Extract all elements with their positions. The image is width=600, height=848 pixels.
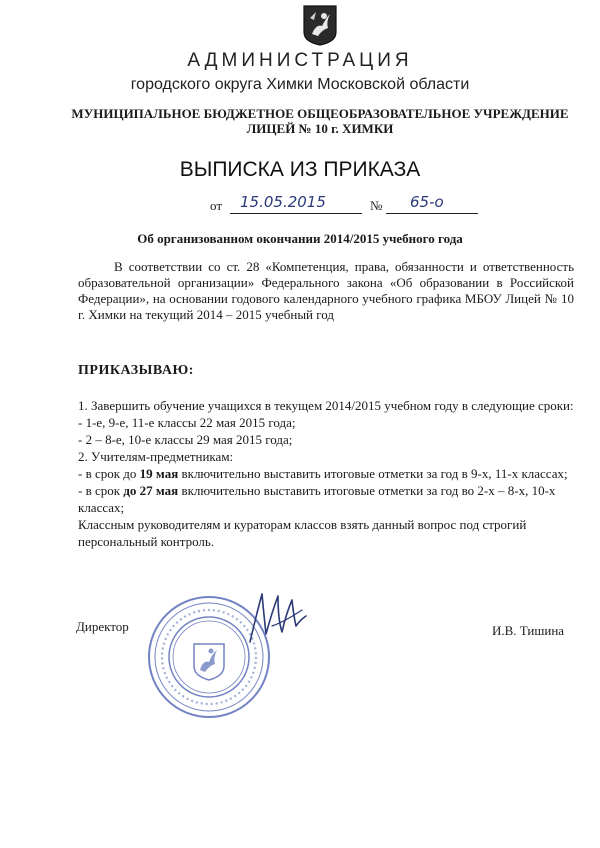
signature-role: Директор (76, 619, 129, 634)
director-name: И.В. Тишина (492, 623, 565, 638)
item-2b-pre: - в срок (78, 483, 124, 498)
order-items (78, 397, 576, 550)
date-handwritten: 15.05.2015 (240, 193, 326, 211)
item-2b-post: включительно выставить итоговые отметки за год во 2-х – 8-х, 10-х классах; (78, 483, 556, 515)
order-subject: Об организованном окончании 2014/2015 учебного года (137, 231, 463, 246)
item-3: Классным руководителям и кураторам классов взять данный вопрос под строгий персональный контроль. (78, 517, 527, 549)
item-1b: - 2 – 8-е, 10-е классы 29 мая 2015 года; (78, 432, 293, 447)
item-1a: - 1-е, 9-е, 11-е классы 22 мая 2015 года; (78, 415, 296, 430)
document-title: ВЫПИСКА ИЗ ПРИКАЗА (179, 158, 421, 181)
date-label: от (210, 198, 223, 213)
item-2b (78, 482, 576, 516)
school-name (70, 106, 570, 136)
item-2: 2. Учителям-предметникам: (78, 449, 234, 464)
school-name-line2: ЛИЦЕЙ № 10 г. ХИМКИ (246, 121, 394, 136)
preamble-paragraph (78, 259, 574, 323)
administration-heading: АДМИНИСТРАЦИЯ (187, 50, 413, 71)
preamble-text: В соответствии со ст. 28 «Компетенция, права, обязанности и ответственность образовательной организации» Федерального закона «Об образовании в Российской Федерации», на основании годового календарного учебного графика МБОУ Лицей № 10 г. Химки на текущий 2014 – 2015 учебный год (78, 259, 574, 322)
school-name-line1: МУНИЦИПАЛЬНОЕ БЮДЖЕТНОЕ ОБЩЕОБРАЗОВАТЕЛЬНОЕ УЧРЕЖДЕНИЕ (71, 106, 569, 121)
coat-of-arms-emblem (302, 4, 338, 46)
director-signature (244, 586, 310, 648)
item-2a-pre: - в срок до (78, 466, 140, 481)
number-label: № (370, 198, 383, 213)
item-2b-date: до 27 мая (123, 483, 179, 498)
number-underline (386, 213, 478, 214)
item-2a-date: 19 мая (139, 466, 179, 481)
item-1: 1. Завершить обучение учащихся в текущем 2014/2015 учебном году в следующие сроки: (78, 398, 574, 413)
item-2a (78, 465, 576, 482)
district-name: городского округа Химки Московской области (130, 76, 470, 93)
item-2a-post: включительно выставить итоговые отметки за год в 9-х, 11-х классах; (178, 466, 568, 481)
order-date-number (210, 190, 480, 216)
order-word: ПРИКАЗЫВАЮ: (78, 363, 194, 378)
date-underline (230, 213, 362, 214)
number-handwritten: 65-о (410, 193, 444, 211)
